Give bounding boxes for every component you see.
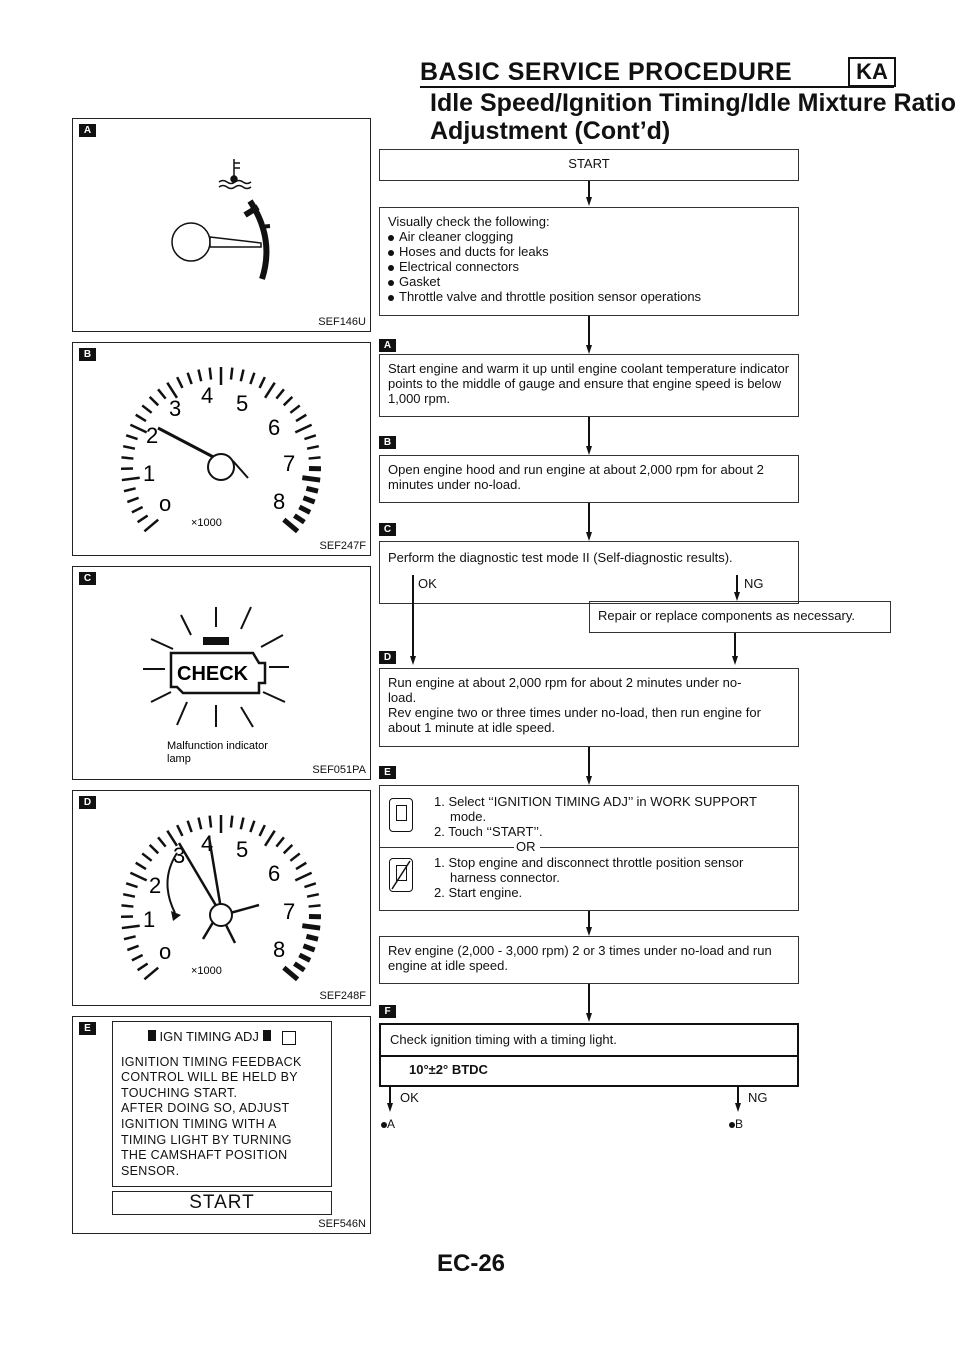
- tach-tick: [309, 905, 321, 906]
- figure-code: SEF247F: [319, 540, 366, 552]
- flow-tag-a: A: [379, 339, 396, 352]
- tach-hub: [208, 454, 234, 480]
- manual-step-1b: harness connector.: [450, 870, 560, 885]
- lamp-caption-2: lamp: [167, 753, 191, 765]
- tach-unit: ×1000: [191, 965, 222, 977]
- tach-tick: [303, 498, 314, 502]
- figure-panel-b: [72, 342, 371, 556]
- consult-tool-icon: [389, 798, 413, 832]
- tach-number-0: o: [159, 491, 172, 516]
- tach-tick: [306, 936, 318, 939]
- screen-message: [121, 1055, 331, 1180]
- tach-tick: [265, 831, 275, 846]
- tach-tick: [127, 498, 138, 502]
- tach-tick: [150, 845, 159, 853]
- manual-step-1: 1. Stop engine and disconnect throttle position sensor: [434, 855, 744, 870]
- visual-check-item-text: Electrical connectors: [399, 259, 519, 274]
- visual-check-item-text: Air cleaner clogging: [399, 229, 514, 244]
- screen-checkbox-icon: [282, 1031, 296, 1045]
- panel-tag-e: E: [79, 1022, 96, 1035]
- tach-tick: [124, 936, 136, 939]
- tach-tick: [304, 883, 315, 887]
- warm-up-step-box: Start engine and warm it up until engine coolant temperature indicator points to the middle of gauge and ensure that engine speed is below 1,000 rpm.: [379, 354, 799, 417]
- visual-check-item: [388, 244, 790, 259]
- section-title: BASIC SERVICE PROCEDURE: [420, 58, 793, 86]
- tach-tick: [265, 383, 275, 398]
- tach-tick: [210, 368, 211, 380]
- visual-check-item: [388, 259, 790, 274]
- tach-tick: [138, 964, 148, 971]
- consult-screen: [112, 1021, 332, 1187]
- tach-tick: [260, 377, 265, 388]
- tach-tick: [299, 507, 310, 512]
- ng-label: NG: [744, 576, 764, 591]
- tach-tick: [132, 507, 143, 512]
- ok-label: OK: [400, 1090, 419, 1105]
- tach-tick: [250, 373, 254, 384]
- tach-tick: [294, 964, 304, 971]
- panel-tag-b: B: [79, 348, 96, 361]
- rev-engine-step-box: Rev engine (2,000 - 3,000 rpm) 2 or 3 times under no-load and run engine at idle speed.: [379, 936, 799, 984]
- figure-code: SEF248F: [319, 990, 366, 1002]
- lamp-caption-1: Malfunction indicator: [167, 740, 268, 752]
- check-engine-lamp-figure: [73, 567, 370, 779]
- start-button[interactable]: START: [112, 1191, 332, 1215]
- tach-tick: [309, 457, 321, 458]
- run-rev-line-3: Rev engine two or three times under no-load, then run engine for: [388, 705, 761, 720]
- goto-a-label: A: [387, 1117, 396, 1131]
- tach-tick: [299, 955, 310, 960]
- screen-message-line: CONTROL WILL BE HELD BY: [121, 1070, 298, 1085]
- tach-tick: [296, 863, 306, 869]
- tach-tick: [295, 873, 311, 881]
- bullet-icon: [388, 250, 394, 256]
- tach-tick: [294, 516, 304, 523]
- consult-step-1: 1. Select ‘‘IGNITION TIMING ADJ’’ in WORK SUPPORT: [434, 794, 757, 809]
- tach-tick: [210, 816, 211, 828]
- visual-check-item: [388, 274, 790, 289]
- subtitle-line-1: Idle Speed/Ignition Timing/Idle Mixture Ratio: [430, 89, 956, 117]
- check-timing-text: Check ignition timing with a timing light.: [390, 1032, 617, 1047]
- tach-tick: [177, 377, 182, 388]
- tach-tick: [199, 818, 202, 830]
- figure-panel-c: [72, 566, 371, 780]
- tachometer-ticks: [121, 367, 321, 531]
- tach-tick: [304, 435, 315, 439]
- panel-tag-a: A: [79, 124, 96, 137]
- tach-tick: [284, 520, 298, 532]
- header-rule: [420, 86, 894, 88]
- tach-unit: ×1000: [191, 517, 222, 529]
- tach-tick: [124, 488, 136, 491]
- screen-title: IGN TIMING ADJ: [159, 1029, 259, 1044]
- run-rev-line-4: about 1 minute at idle speed.: [388, 720, 555, 735]
- tach-tick: [142, 405, 151, 412]
- tachometer-figure: [73, 343, 370, 555]
- check-timing-box: [379, 1023, 799, 1087]
- tach-tick: [144, 968, 158, 980]
- tachometer-adjust-figure: [73, 791, 370, 1005]
- figure-code: SEF146U: [318, 316, 366, 328]
- tach-tick: [136, 863, 146, 869]
- screen-message-line: IGNITION TIMING WITH A: [121, 1116, 277, 1131]
- tach-tick: [241, 370, 244, 382]
- tach-tick: [123, 446, 135, 448]
- tach-tick: [290, 853, 299, 860]
- screen-title-row: [113, 1029, 331, 1045]
- consult-step-2: 2. Touch ‘‘START’’.: [434, 824, 543, 839]
- tach-tick: [284, 845, 293, 853]
- gauge-needle: [210, 237, 261, 247]
- bullet-icon: [388, 235, 394, 241]
- panel-tag-d: D: [79, 796, 96, 809]
- tach-tick: [122, 478, 140, 480]
- tach-tick: [158, 837, 166, 846]
- tach-number-6: 6: [268, 861, 281, 886]
- tach-tick: [122, 926, 140, 928]
- visual-check-item-text: Gasket: [399, 274, 441, 289]
- tach-tick: [126, 435, 137, 439]
- tach-number-7: 7: [283, 899, 296, 924]
- repair-box: Repair or replace components as necessary.: [589, 601, 891, 633]
- tach-tick: [132, 955, 143, 960]
- figure-panel-e: [72, 1016, 371, 1234]
- tach-number-2: 2: [149, 873, 162, 898]
- tach-tick: [307, 894, 319, 896]
- tach-tick: [199, 370, 202, 382]
- tach-tick: [138, 516, 148, 523]
- tach-tick: [121, 457, 133, 458]
- bullet-icon: [388, 295, 394, 301]
- no-consult-tool-icon: [389, 858, 413, 892]
- tach-tick: [306, 488, 318, 491]
- tach-tick: [231, 816, 232, 828]
- tach-number-3: 3: [169, 396, 182, 421]
- tach-tick: [188, 821, 192, 832]
- tach-tick: [250, 821, 254, 832]
- tach-number-8: 8: [273, 937, 286, 962]
- visual-check-list: [388, 229, 790, 304]
- model-badge: KA: [848, 57, 896, 87]
- visual-check-item: [388, 229, 790, 244]
- tach-tick: [241, 818, 244, 830]
- timing-spec: 10°±2° BTDC: [409, 1062, 488, 1077]
- visual-check-title: Visually check the following:: [388, 214, 550, 229]
- flow-tag-c: C: [379, 523, 396, 536]
- screen-message-line: TOUCHING START.: [121, 1085, 238, 1100]
- tach-tick: [158, 389, 166, 398]
- manual-step-2: 2. Start engine.: [434, 885, 523, 900]
- tach-tick: [130, 873, 146, 881]
- temperature-gauge-figure: [73, 119, 370, 331]
- tach-tick: [296, 415, 306, 421]
- tach-tick: [123, 894, 135, 896]
- gauge-hub: [172, 223, 210, 261]
- tach-hub: [210, 904, 232, 926]
- tach-tick: [295, 425, 311, 433]
- tach-tick: [302, 478, 320, 480]
- bullet-icon: [388, 265, 394, 271]
- figure-code: SEF546N: [318, 1218, 366, 1230]
- goto-b[interactable]: [729, 1117, 743, 1131]
- subtitle-line-2: Adjustment (Cont’d): [430, 117, 671, 145]
- tach-tick: [127, 946, 138, 950]
- tach-tick: [276, 837, 284, 846]
- tach-tick: [260, 825, 265, 836]
- flow-tag-d: D: [379, 651, 396, 664]
- goto-a[interactable]: [381, 1117, 395, 1131]
- tach-number-7: 7: [283, 451, 296, 476]
- or-divider: OR: [516, 839, 536, 854]
- tach-number-5: 5: [236, 391, 249, 416]
- page-number: EC-26: [437, 1250, 506, 1277]
- visual-check-item: [388, 289, 790, 304]
- flow-tag-f: F: [379, 1005, 396, 1018]
- run-rev-line-1: Run engine at about 2,000 rpm for about 2 minutes under no-: [388, 675, 742, 690]
- tach-number-4: 4: [201, 831, 214, 856]
- tach-number-0: o: [159, 939, 172, 964]
- visual-check-box: [379, 207, 799, 316]
- tach-tick: [142, 853, 151, 860]
- consult-step-1b: mode.: [450, 809, 487, 824]
- ignition-timing-setup-box: [379, 785, 799, 911]
- tach-tick: [284, 968, 298, 980]
- screen-message-line: TIMING LIGHT BY TURNING: [121, 1132, 292, 1147]
- goto-b-label: B: [735, 1117, 744, 1131]
- tach-tick: [177, 825, 182, 836]
- tach-tick: [302, 926, 320, 928]
- page-subtitle: [430, 89, 956, 145]
- bullet-icon: [388, 280, 394, 286]
- run-engine-step-box: Open engine hood and run engine at about 2,000 rpm for about 2 minutes under no-load.: [379, 455, 799, 503]
- flow-tag-b: B: [379, 436, 396, 449]
- figure-panel-a: [72, 118, 371, 332]
- tach-tick: [121, 905, 133, 906]
- screen-message-line: IGNITION TIMING FEEDBACK: [121, 1054, 302, 1069]
- ng-label: NG: [748, 1090, 768, 1105]
- tach-number-1: 1: [143, 907, 156, 932]
- ok-label: OK: [418, 576, 437, 591]
- run-rev-line-2: load.: [388, 690, 417, 705]
- figure-code: SEF051PA: [312, 764, 366, 776]
- tach-tick: [144, 520, 158, 532]
- panel-tag-c: C: [79, 572, 96, 585]
- screen-message-line: SENSOR.: [121, 1163, 180, 1178]
- tach-tick: [307, 446, 319, 448]
- tach-tick: [188, 373, 192, 384]
- tach-tick: [126, 883, 137, 887]
- tach-tick: [136, 415, 146, 421]
- run-rev-step-box: [379, 668, 799, 747]
- tach-tick: [150, 397, 159, 405]
- flow-tag-e: E: [379, 766, 396, 779]
- tach-number-2: 2: [146, 423, 159, 448]
- tach-tick: [130, 425, 146, 433]
- screen-message-line: AFTER DOING SO, ADJUST: [121, 1101, 290, 1116]
- tach-needle: [158, 428, 221, 461]
- tach-number-3: 3: [173, 843, 186, 868]
- tach-number-1: 1: [143, 461, 156, 486]
- flow-start-box: START: [379, 149, 799, 181]
- diagnostic-step-text: Perform the diagnostic test mode II (Self-diagnostic results).: [388, 550, 733, 565]
- tach-tick: [231, 368, 232, 380]
- tach-number-6: 6: [268, 415, 281, 440]
- visual-check-item-text: Throttle valve and throttle position sensor operations: [399, 289, 702, 304]
- tach-tick: [303, 946, 314, 950]
- tach-number-4: 4: [201, 383, 214, 408]
- tach-number-5: 5: [236, 837, 249, 862]
- tach-tick: [290, 405, 299, 412]
- tach-tick: [284, 397, 293, 405]
- figure-panel-d: [72, 790, 371, 1006]
- check-label: CHECK: [177, 663, 249, 685]
- screen-message-line: THE CAMSHAFT POSITION: [121, 1148, 288, 1163]
- tach-number-8: 8: [273, 489, 286, 514]
- tach-tick: [276, 389, 284, 398]
- coolant-temp-icon: [219, 159, 251, 189]
- visual-check-item-text: Hoses and ducts for leaks: [399, 244, 549, 259]
